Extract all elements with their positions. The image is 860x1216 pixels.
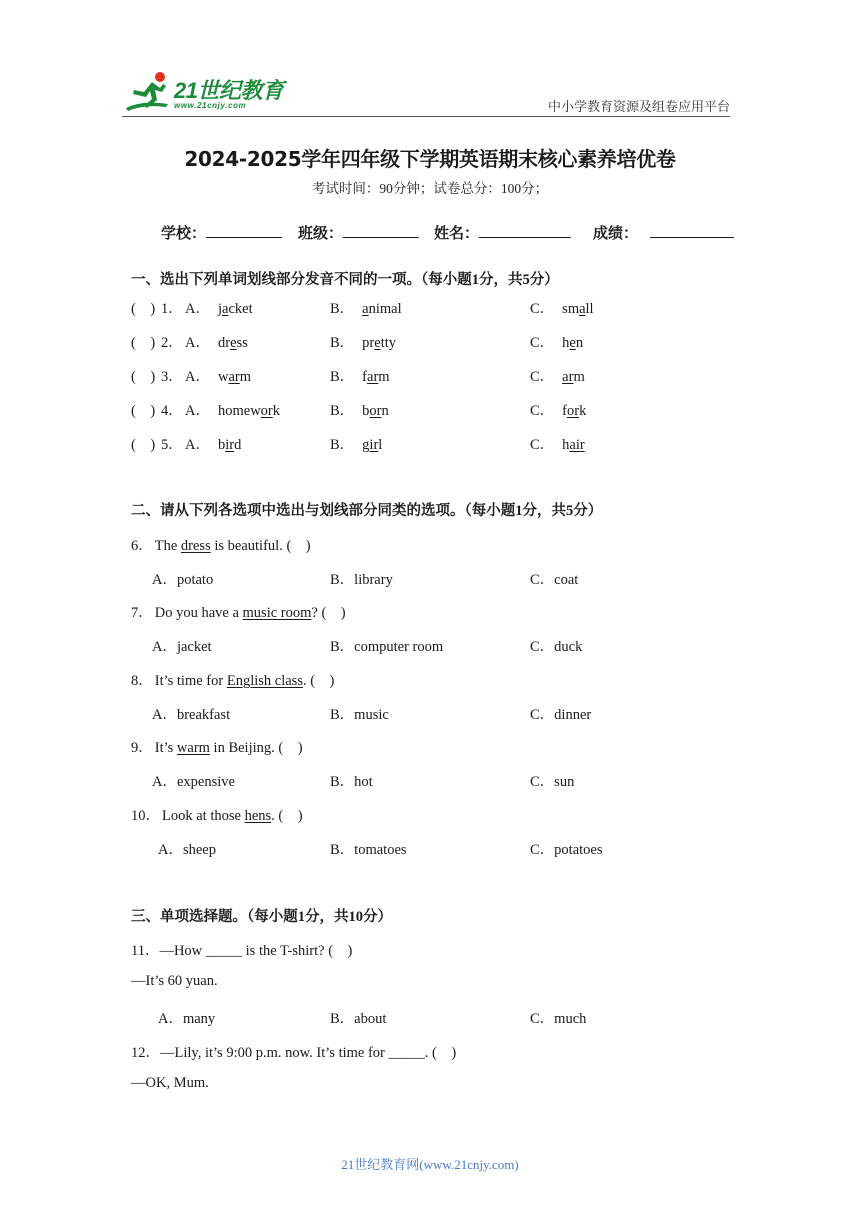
question-text: 8． bbox=[131, 673, 153, 689]
option-3-c[interactable] bbox=[530, 365, 585, 386]
word-part: sm bbox=[562, 301, 580, 317]
question-text: ? ( ) bbox=[311, 605, 346, 621]
question-text: 10． bbox=[131, 808, 160, 824]
option-8-c[interactable]: C．dinner bbox=[530, 707, 592, 723]
question-text: is beautiful. ( ) bbox=[210, 538, 311, 554]
option-1-a[interactable] bbox=[185, 297, 253, 318]
word-part: ll bbox=[585, 301, 594, 317]
option-2-b[interactable] bbox=[330, 331, 396, 352]
class-blank[interactable] bbox=[343, 223, 419, 238]
question-10 bbox=[131, 804, 303, 825]
name-label: 姓名： bbox=[434, 226, 480, 242]
underlined-part: e bbox=[230, 335, 237, 351]
underlined-part: ar bbox=[367, 369, 379, 385]
score-field bbox=[593, 222, 734, 243]
option-2-a[interactable] bbox=[185, 331, 248, 352]
question-text: 7． bbox=[131, 605, 153, 621]
option-label: C． bbox=[530, 437, 555, 453]
option-6-c[interactable]: C．coat bbox=[530, 572, 579, 588]
underlined-part: a bbox=[362, 301, 369, 317]
exam-subtitle: 考试时间：90分钟；试卷总分：100分； bbox=[311, 181, 549, 196]
question-text: Look at those bbox=[162, 808, 245, 824]
underlined-part: air bbox=[569, 437, 585, 453]
section3-heading: 三、单项选择题。（每小题1分，共10分） bbox=[131, 909, 392, 925]
option-7-c[interactable]: C．duck bbox=[530, 639, 583, 655]
option-1-b[interactable] bbox=[330, 297, 402, 318]
word-part: dr bbox=[217, 335, 231, 351]
question-text: in Beijing. ( ) bbox=[209, 740, 303, 756]
answer-paren[interactable]: ( ) bbox=[131, 335, 156, 351]
score-label: 成绩： bbox=[593, 226, 639, 242]
question-9 bbox=[131, 736, 303, 757]
section1-heading: 一、选出下列单词划线部分发音不同的一项。（每小题1分，共5分） bbox=[131, 272, 559, 288]
option-11-c[interactable]: C．much bbox=[530, 1011, 587, 1027]
underlined-part: ar bbox=[228, 369, 240, 385]
question-number: 4． bbox=[161, 403, 183, 419]
option-label: A． bbox=[185, 437, 210, 453]
option-4-b[interactable] bbox=[330, 399, 389, 420]
class-field bbox=[298, 222, 419, 243]
underlined-part: ir bbox=[225, 437, 235, 453]
word-part: k bbox=[579, 403, 587, 419]
underlined-part: or bbox=[369, 403, 382, 419]
option-3-b[interactable] bbox=[330, 365, 390, 386]
option-8-b[interactable]: B．music bbox=[330, 707, 389, 723]
platform-label: 中小学教育资源及组卷应用平台 bbox=[547, 99, 730, 114]
footer: 21世纪教育网(www.21cnjy.com) bbox=[341, 1157, 519, 1172]
word-part: m bbox=[239, 369, 252, 385]
option-10-c[interactable]: C．potatoes bbox=[530, 842, 603, 858]
option-label: C． bbox=[530, 369, 555, 385]
word-part: b bbox=[217, 437, 226, 453]
word-part: h bbox=[562, 437, 570, 453]
option-9-a[interactable]: A．expensive bbox=[152, 774, 235, 790]
school-blank[interactable] bbox=[206, 223, 282, 238]
question-text: It’s bbox=[154, 740, 177, 756]
word-part: n bbox=[381, 403, 389, 419]
section2-heading: 二、请从下列各选项中选出与划线部分同类的选项。（每小题1分，共5分） bbox=[131, 503, 603, 519]
word-part: f bbox=[562, 403, 568, 419]
word-part: j bbox=[217, 301, 223, 317]
option-label: B． bbox=[330, 335, 355, 351]
word-part: m bbox=[573, 369, 585, 385]
word-part: d bbox=[234, 437, 242, 453]
question-text: Do you have a bbox=[154, 605, 243, 621]
option-10-b[interactable]: B．tomatoes bbox=[330, 842, 407, 858]
word-part: m bbox=[378, 369, 390, 385]
option-1-c[interactable] bbox=[530, 297, 594, 318]
score-blank[interactable] bbox=[650, 223, 734, 238]
logo bbox=[122, 70, 290, 114]
class-label: 班级： bbox=[298, 226, 344, 242]
word-part: ss bbox=[236, 335, 248, 351]
answer-11: —It’s 60 yuan. bbox=[131, 973, 218, 989]
option-7-b[interactable]: B．computer room bbox=[330, 639, 444, 655]
underlined-part: music room bbox=[242, 605, 312, 621]
option-label: C． bbox=[530, 335, 555, 351]
header-divider bbox=[122, 116, 730, 117]
option-label: C． bbox=[530, 403, 555, 419]
option-4-a[interactable] bbox=[185, 399, 280, 420]
name-blank[interactable] bbox=[479, 223, 571, 238]
option-5-b[interactable] bbox=[330, 433, 382, 454]
option-5-a[interactable] bbox=[185, 433, 241, 454]
option-6-b[interactable]: B．library bbox=[330, 572, 393, 588]
question-8 bbox=[131, 669, 334, 690]
word-part: nimal bbox=[368, 301, 402, 317]
underlined-part: or bbox=[567, 403, 580, 419]
name-field bbox=[434, 222, 571, 243]
answer-paren[interactable]: ( ) bbox=[131, 301, 156, 317]
logo-url: www.21cnjy.com bbox=[174, 101, 247, 110]
option-label: B． bbox=[330, 301, 355, 317]
question-6 bbox=[131, 534, 311, 555]
word-part: tty bbox=[380, 335, 397, 351]
option-label: A． bbox=[185, 403, 210, 419]
underlined-part: ar bbox=[562, 369, 574, 385]
option-10-a[interactable]: A．sheep bbox=[158, 842, 216, 858]
word-part: n bbox=[575, 335, 584, 351]
underlined-part: English class bbox=[226, 673, 303, 689]
underlined-part: a bbox=[222, 301, 229, 317]
answer-12: —OK, Mum. bbox=[131, 1075, 209, 1091]
runner-logo-icon bbox=[122, 70, 176, 114]
option-3-a[interactable] bbox=[185, 365, 251, 386]
question-text: It’s time for bbox=[154, 673, 227, 689]
underlined-part: or bbox=[260, 403, 273, 419]
option-11-a[interactable]: A．many bbox=[158, 1011, 216, 1027]
underlined-part: ir bbox=[369, 437, 379, 453]
option-4-c[interactable] bbox=[530, 399, 586, 420]
underlined-part: dress bbox=[180, 538, 211, 554]
option-5-c[interactable] bbox=[530, 433, 585, 454]
option-9-b[interactable]: B．hot bbox=[330, 774, 373, 790]
word-part: homew bbox=[217, 403, 261, 419]
option-2-c[interactable] bbox=[530, 331, 583, 352]
word-part: g bbox=[362, 437, 370, 453]
word-part: w bbox=[217, 369, 229, 385]
underlined-part: e bbox=[569, 335, 576, 351]
word-part: h bbox=[562, 335, 570, 351]
question-text: 9． bbox=[131, 740, 153, 756]
question-11: 11．—How _____ is the T-shirt? ( ) bbox=[131, 943, 353, 959]
underlined-part: a bbox=[579, 301, 586, 317]
option-8-a[interactable]: A．breakfast bbox=[152, 707, 231, 723]
underlined-part: e bbox=[374, 335, 381, 351]
option-label: A． bbox=[185, 369, 210, 385]
logo-text: 21世纪教育 bbox=[174, 78, 284, 103]
option-6-a[interactable]: A．potato bbox=[152, 572, 214, 588]
question-text: . ( ) bbox=[271, 808, 303, 824]
answer-paren[interactable]: ( ) bbox=[131, 437, 156, 453]
question-text: 6． bbox=[131, 538, 153, 554]
school-label: 学校： bbox=[161, 226, 207, 242]
word-part: b bbox=[362, 403, 370, 419]
answer-paren[interactable]: ( ) bbox=[131, 403, 156, 419]
option-11-b[interactable]: B．about bbox=[330, 1011, 387, 1027]
question-text: . ( ) bbox=[302, 673, 335, 689]
underlined-part: hens bbox=[244, 808, 272, 824]
question-7 bbox=[131, 601, 346, 622]
underlined-part: warm bbox=[176, 740, 210, 756]
question-number: 2． bbox=[161, 335, 183, 351]
question-12: 12．—Lily, it’s 9:00 p.m. now. It’s time for _____. ( ) bbox=[131, 1045, 457, 1061]
word-part: f bbox=[362, 369, 368, 385]
word-part: cket bbox=[228, 301, 253, 317]
option-label: B． bbox=[330, 369, 355, 385]
option-label: B． bbox=[330, 403, 355, 419]
option-9-c[interactable]: C．sun bbox=[530, 774, 575, 790]
option-label: A． bbox=[185, 301, 210, 317]
school-field bbox=[161, 222, 282, 243]
question-number: 3． bbox=[161, 369, 183, 385]
option-label: C． bbox=[530, 301, 555, 317]
option-label: A． bbox=[185, 335, 210, 351]
option-label: B． bbox=[330, 437, 355, 453]
page-title: 2024-2025学年四年级下学期英语期末核心素养培优卷 bbox=[184, 147, 676, 171]
word-part: pr bbox=[362, 335, 375, 351]
word-part: k bbox=[272, 403, 281, 419]
option-7-a[interactable]: A．jacket bbox=[152, 639, 212, 655]
question-text: The bbox=[154, 538, 181, 554]
question-number: 1． bbox=[161, 301, 183, 317]
answer-paren[interactable]: ( ) bbox=[131, 369, 156, 385]
word-part: l bbox=[378, 437, 383, 453]
question-number: 5． bbox=[161, 437, 183, 453]
